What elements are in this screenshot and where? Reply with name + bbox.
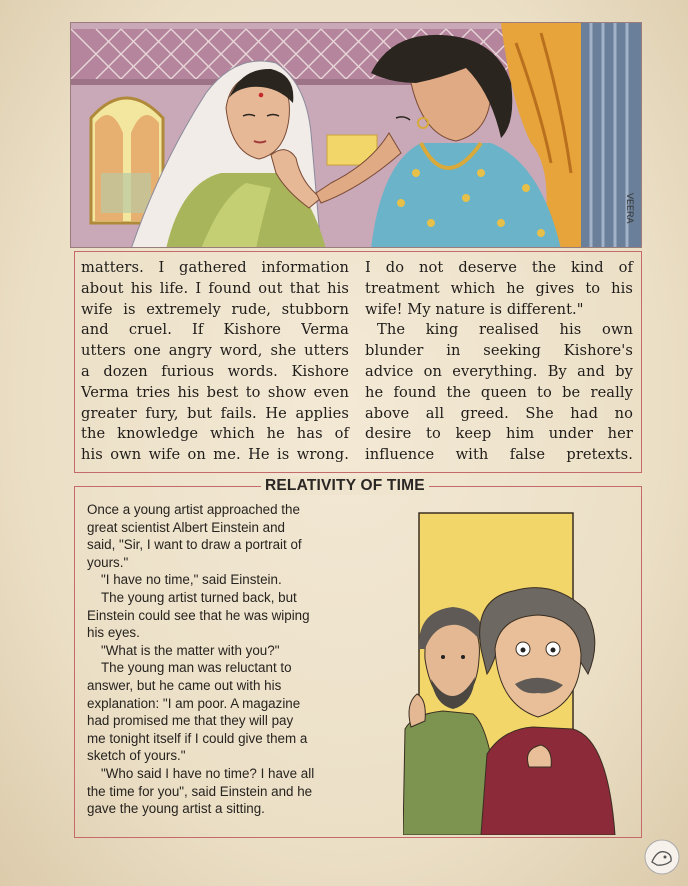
story-text-box	[74, 251, 642, 473]
relativity-article-box	[74, 477, 642, 838]
article-line: "What is the matter with you?"	[101, 642, 280, 658]
story-line: wife is extremely rude, stubborn	[81, 300, 349, 318]
story-line: a dozen furious words. Kishore	[81, 362, 349, 380]
story-line: desire to keep him under her	[365, 425, 633, 443]
story-right-column	[365, 258, 633, 466]
story-line: wife! My nature is different."	[365, 300, 584, 318]
article-line: The young man was reluctant to	[101, 660, 292, 676]
story-line: The king realised his own	[377, 321, 633, 339]
article-line: had promised me that they will pay	[87, 713, 294, 729]
illustration-signature: VEERA	[625, 193, 635, 224]
story-left-column	[81, 258, 349, 466]
article-line: explanation: "I am poor. A magazine	[87, 695, 301, 711]
einstein-illustration	[403, 499, 635, 835]
story-line: utters one angry word, she utters	[81, 342, 349, 360]
publisher-logo	[643, 838, 681, 876]
article-line: The young artist turned back, but	[101, 589, 297, 605]
article-line: great scientist Albert Einstein and	[87, 519, 285, 535]
story-line: he found the queen to be really	[365, 383, 633, 401]
story-line: the knowledge which he has of	[81, 425, 349, 443]
article-line: said, "Sir, I want to draw a portrait of	[87, 537, 302, 553]
story-line: treatment which he gives to his	[365, 279, 633, 297]
story-line: advice on everything. By and by	[365, 362, 633, 380]
article-line: the time for you", said Einstein and he	[87, 783, 313, 799]
article-line: answer, but he came out with his	[87, 677, 282, 693]
story-line: I do not deserve the kind of	[365, 259, 633, 276]
article-line: yours."	[87, 554, 129, 570]
article-line: Einstein could see that he was wiping	[87, 607, 310, 623]
story-line: above all greed. She had no	[365, 404, 633, 422]
article-line: sketch of yours."	[87, 748, 186, 764]
story-line: matters. I gathered information	[81, 259, 349, 276]
story-line: greater fury, but fails. He applies	[81, 404, 349, 422]
article-line: his eyes.	[87, 625, 140, 641]
article-line: me tonight itself if I could give them a	[87, 730, 308, 746]
article-line: "Who said I have no time? I have all	[101, 765, 315, 781]
story-line: about his life. I found out that his	[81, 279, 349, 297]
top-illustration	[70, 22, 642, 248]
story-line: and cruel. If Kishore Verma	[81, 321, 349, 339]
story-line: his own wife on me. He is wrong.	[81, 446, 349, 464]
article-title: RELATIVITY OF TIME	[261, 477, 429, 495]
article-body	[87, 501, 353, 818]
story-line: influence with false pretexts.	[365, 446, 633, 464]
article-line: gave the young artist a sitting.	[87, 801, 265, 817]
story-line: blunder in seeking Kishore's	[365, 342, 633, 360]
article-line: Once a young artist approached the	[87, 502, 300, 517]
story-line: Verma tries his best to show even	[81, 383, 349, 401]
article-line: "I have no time," said Einstein.	[101, 572, 282, 588]
